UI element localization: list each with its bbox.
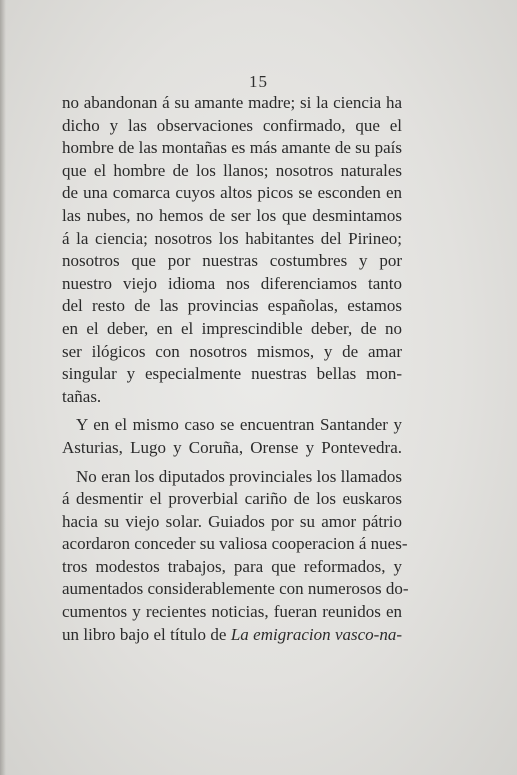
text-line: que el hombre de los llanos; nosotros naturales (62, 160, 402, 180)
text-line-final (62, 624, 402, 647)
page-edge-shadow (0, 0, 6, 775)
text-line: á desmentir el proverbial cariño de los euskaros (62, 489, 402, 509)
text-line: aumentados considerablemente con numerosos do- (62, 579, 409, 599)
text-line: Y en el mismo caso se encuentran Santander y (76, 415, 402, 435)
text-line: ser ilógicos con nosotros mismos, y de amar (62, 341, 402, 361)
paragraph-3 (62, 466, 409, 647)
text-line: no abandonan á su amante madre; si la ciencia ha (62, 93, 402, 112)
text-line: hombre de las montañas es más amante de su país (62, 138, 402, 158)
text-line: nosotros que por nuestras costumbres y por (62, 251, 402, 271)
text-line: dicho y las observaciones confirmado, que el (62, 115, 402, 135)
paragraph-2 (62, 414, 402, 459)
text-line: nuestro viejo idioma nos diferenciamos tanto (62, 273, 402, 293)
text-line: tañas. (62, 386, 102, 406)
body-text (62, 92, 409, 646)
paragraph-1 (62, 92, 402, 408)
book-title-italic: La emigracion vasco-na- (230, 624, 402, 644)
text-line: del resto de las provincias españolas, estamos (62, 296, 402, 316)
text-line: tros modestos trabajos, para que reformados, y (62, 556, 402, 576)
text-line: cumentos y recientes noticias, fueran reunidos en (62, 602, 402, 622)
text-line: en el deber, en el imprescindible deber, de no (62, 318, 402, 338)
text-line: acordaron conceder su valiosa cooperacion á nues- (62, 534, 408, 554)
final-line-prefix: un libro bajo el título de (62, 624, 231, 644)
text-line: singular y especialmente nuestras bellas mon- (62, 364, 402, 384)
text-line: Asturias, Lugo y Coruña, Orense y Pontevedra. (62, 437, 402, 457)
text-line: de una comarca cuyos altos picos se esconden en (62, 183, 402, 203)
page-number: 15 (249, 72, 268, 91)
text-line: hacia su viejo solar. Guiados por su amor pátrio (62, 511, 402, 531)
text-line: las nubes, no hemos de ser los que desmintamos (62, 205, 402, 225)
text-line: No eran los diputados provinciales los llamados (76, 466, 402, 486)
text-line: á la ciencia; nosotros los habitantes del Pirineo; (62, 228, 402, 248)
